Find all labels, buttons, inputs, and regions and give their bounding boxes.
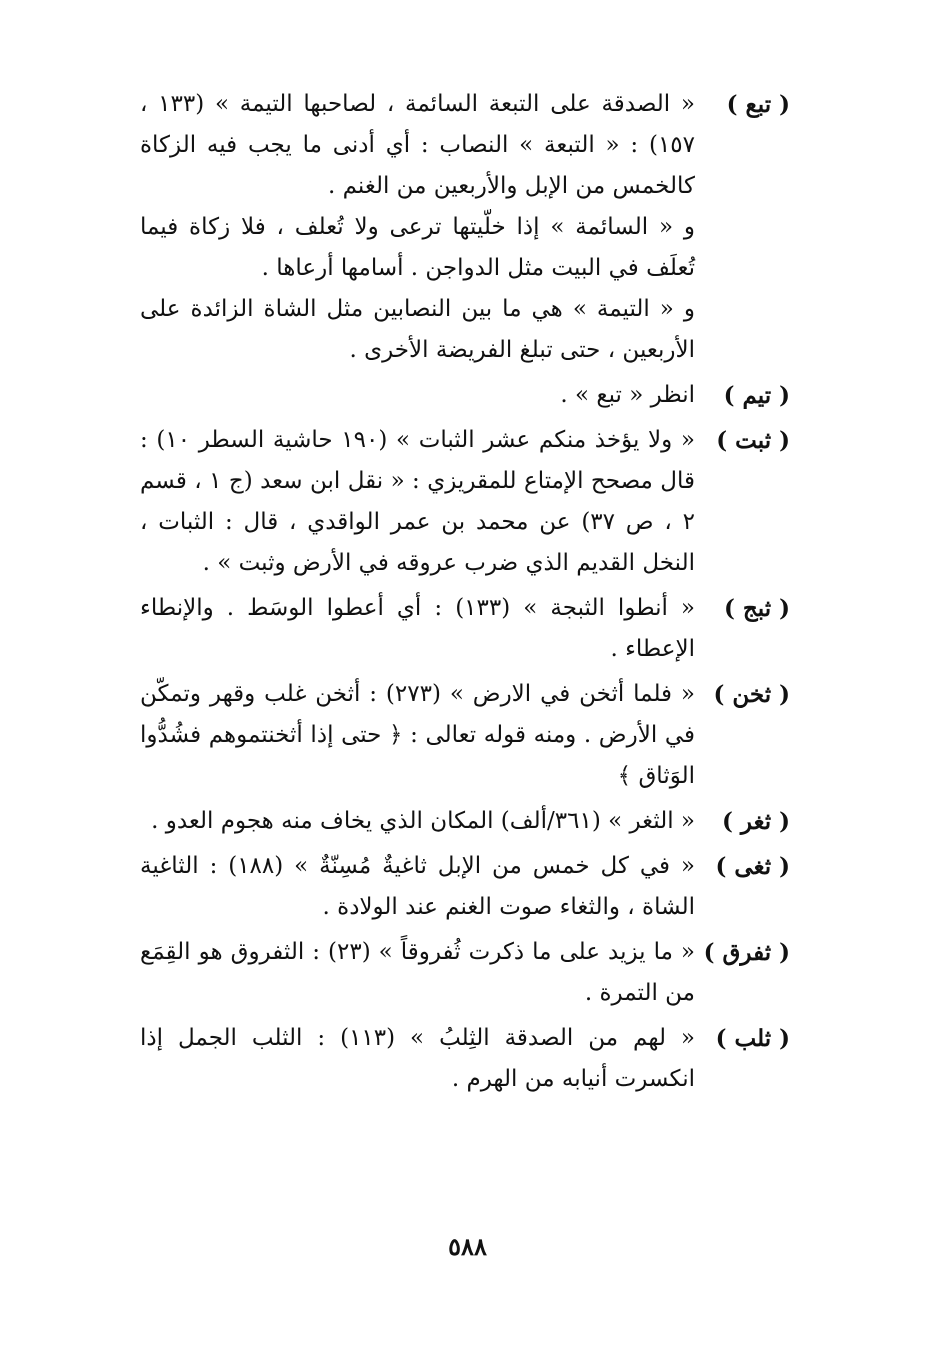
- entry-body: [140, 932, 695, 1014]
- entry-body: [140, 674, 695, 797]
- entry-paragraph: « في كل خمس من الإبل ثاغيةٌ مُسِنّةٌ » (١٨٨) : الثاغية الشاة ، والثغاء صوت الغنم عند الولادة .: [140, 853, 695, 920]
- entry-paragraph: « أنطوا الثبجة » (١٣٣) : أي أعطوا الوسَط . والإنطاء الإعطاء .: [140, 595, 696, 662]
- entry-headword: ( ثفرق ): [703, 939, 790, 966]
- entry-thalab: [140, 1018, 790, 1100]
- entry-thakhun: [140, 674, 790, 797]
- entry-thabt: [140, 420, 790, 584]
- entry-body: [140, 375, 695, 416]
- entry-headword: ( ثغى ): [715, 853, 790, 880]
- entry-headword: ( ثلب ): [715, 1025, 790, 1052]
- entry-paragraph: انظر « تبع » .: [560, 382, 695, 408]
- entry-paragraph: « ولا يؤخذ منكم عشر الثبات » (١٩٠ حاشية السطر ١٠) : قال مصحح الإمتاع للمقريزي : « نقل ابن سعد (ج ١ ، قسم ٢ ، ص ٣٧) عن محمد بن عمر الواقدي ، قال : الثبات ، النخل القديم الذي ضرب عروقه في الأرض وثبت » .: [140, 427, 695, 576]
- entry-tabaa: [140, 84, 790, 371]
- entry-thaghr: [140, 801, 790, 842]
- entry-paragraph: « لهم من الصدقة الثِلبُ » (١١٣) : الثلب الجمل إذا انكسرت أنيابه من الهرم .: [140, 1025, 695, 1092]
- entry-paragraph: « الثغر » (٣٦١/ألف) المكان الذي يخاف منه هجوم العدو .: [151, 808, 695, 834]
- entry-body: [140, 588, 695, 670]
- entry-thafruq: [140, 932, 790, 1014]
- entry-paragraph: و « السائمة » إذا خلّيتها ترعى ولا تُعلف ، فلا زكاة فيما تُعلَف في البيت مثل الدواجن . أسامها أرعاها .: [140, 214, 695, 281]
- entry-headword: ( ثغر ): [722, 808, 790, 835]
- entry-headword: ( تيم ): [723, 382, 790, 409]
- entry-body: [140, 801, 695, 842]
- entry-paragraph: « ما يزيد على ما ذكرت ثُفروقاً » (٢٣) : الثفروق هو القِمَع من التمرة .: [140, 939, 695, 1006]
- entries-list: [140, 84, 790, 1104]
- entry-paragraph: « فلما أثخن في الارض » (٢٧٣) : أثخن غلب وقهر وتمكّن في الأرض . ومنه قوله تعالى : ﴿ حتى إذا أثخنتموهم فشُدُّوا الوَثاق ﴾: [140, 681, 695, 789]
- entry-paragraph: « الصدقة على التبعة السائمة ، لصاحبها التيمة » (١٣٣ ، ١٥٧) : « التبعة » النصاب : أي أدنى ما يجب فيه الزكاة كالخمس من الإبل والأربعين من الغنم .: [140, 91, 695, 199]
- entry-body: [140, 1018, 695, 1100]
- entry-paragraph: و « التيمة » هي ما بين النصابين مثل الشاة الزائدة على الأربعين ، حتى تبلغ الفريضة الأخرى .: [140, 296, 695, 363]
- entry-body: [140, 84, 695, 371]
- entry-body: [140, 846, 695, 928]
- entry-headword: ( تبع ): [726, 91, 790, 118]
- page-number: ٥٨٨: [448, 1232, 487, 1261]
- entry-thagha: [140, 846, 790, 928]
- entry-headword: ( ثبج ): [724, 595, 790, 622]
- entry-body: [140, 420, 695, 584]
- entry-taym: [140, 375, 790, 416]
- entry-headword: ( ثبت ): [716, 427, 790, 454]
- entry-headword: ( ثخن ): [713, 681, 790, 708]
- entry-thabaj: [140, 588, 790, 670]
